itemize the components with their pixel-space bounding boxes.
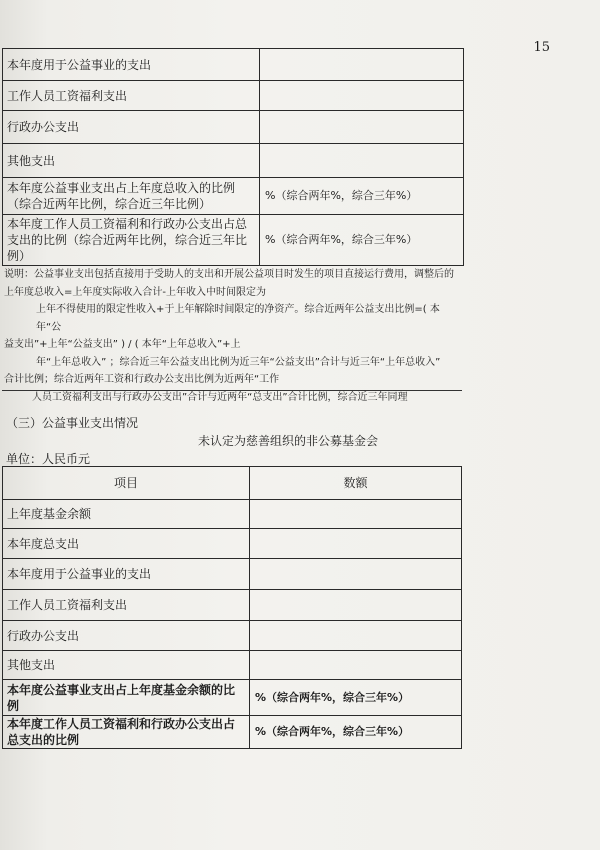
- row-value: [250, 590, 462, 621]
- table-row: [3, 529, 462, 559]
- note-line: 上年不得使用的限定性收入+于上年解除时间限定的净资产。综合近两年公益支出比例=( 本年“公: [36, 304, 440, 333]
- divider: [2, 390, 462, 391]
- currency-unit: 单位：人民币元: [6, 452, 91, 466]
- table-row: [3, 500, 462, 529]
- expenditure-table-continued: [2, 48, 464, 266]
- table-row: [3, 49, 464, 81]
- note-line: 益支出”+上年“公益支出” ) / ( 本年“上年总收入”+上: [4, 339, 241, 350]
- row-label: 上年度基金余额: [3, 500, 250, 529]
- column-header-amount: 数额: [250, 467, 462, 500]
- table-row: [3, 680, 462, 716]
- explanatory-note: [4, 266, 464, 406]
- note-line: 年“上年总收入” ；综合近三年公益支出比例为近三年“公益支出”合计与近三年“上年总收入”: [36, 356, 441, 368]
- row-value: [260, 111, 464, 144]
- column-header-item: 项目: [3, 467, 250, 500]
- row-value: [260, 144, 464, 178]
- row-label: 工作人员工资福利支出: [3, 81, 260, 111]
- table-row: [3, 559, 462, 590]
- row-label: 本年度用于公益事业的支出: [3, 49, 260, 81]
- table-row: [3, 111, 464, 144]
- row-value: %（综合两年%，综合三年%）: [250, 680, 462, 716]
- row-value: %（综合两年%，综合三年%）: [250, 716, 462, 749]
- table-header-row: [3, 467, 462, 500]
- row-label: 行政办公支出: [3, 111, 260, 144]
- note-line: 人员工资福利支出与行政办公支出”合计与近两年“总支出”合计比例，综合近三年同理: [32, 391, 408, 403]
- table-row: [3, 178, 464, 215]
- row-label: 本年度工作人员工资福利和行政办公支出占总支出的比例（综合近两年比例，综合近三年比例）: [3, 215, 260, 266]
- row-value: [250, 559, 462, 590]
- row-label: 工作人员工资福利支出: [3, 590, 250, 621]
- row-label: 本年度公益事业支出占上年度基金余额的比例: [3, 680, 250, 716]
- table-row: [3, 651, 462, 680]
- table-row: [3, 621, 462, 651]
- row-value: %（综合两年%，综合三年%）: [260, 215, 464, 266]
- row-value: %（综合两年%，综合三年%）: [260, 178, 464, 215]
- page-number: 15: [533, 40, 550, 55]
- row-value: [250, 621, 462, 651]
- note-line: 上年度总收入=上年度实际收入合计-上年收入中时间限定为: [4, 286, 266, 298]
- public-welfare-expenditure-table: [2, 466, 462, 749]
- note-line: 合计比例；综合近两年工资和行政办公支出比例为近两年“工作: [4, 374, 280, 385]
- row-value: [250, 651, 462, 680]
- table-row: [3, 144, 464, 178]
- row-label: 本年度工作人员工资福利和行政办公支出占总支出的比例: [3, 716, 250, 749]
- table-row: [3, 215, 464, 266]
- row-value: [260, 81, 464, 111]
- table-row: [3, 716, 462, 749]
- table-row: [3, 590, 462, 621]
- note-line: 说明：公益事业支出包括直接用于受助人的支出和开展公益项目时发生的项目直接运行费用，调整后的: [4, 269, 454, 280]
- section-subtitle: 未认定为慈善组织的非公募基金会: [198, 434, 379, 448]
- row-label: 其他支出: [3, 651, 250, 680]
- section-title: （三）公益事业支出情况: [6, 416, 139, 430]
- row-value: [250, 500, 462, 529]
- row-label: 本年度公益事业支出占上年度总收入的比例（综合近两年比例，综合近三年比例）: [3, 178, 260, 215]
- row-label: 行政办公支出: [3, 621, 250, 651]
- row-value: [260, 49, 464, 81]
- row-value: [250, 529, 462, 559]
- table-row: [3, 81, 464, 111]
- row-label: 本年度用于公益事业的支出: [3, 559, 250, 590]
- row-label: 本年度总支出: [3, 529, 250, 559]
- row-label: 其他支出: [3, 144, 260, 178]
